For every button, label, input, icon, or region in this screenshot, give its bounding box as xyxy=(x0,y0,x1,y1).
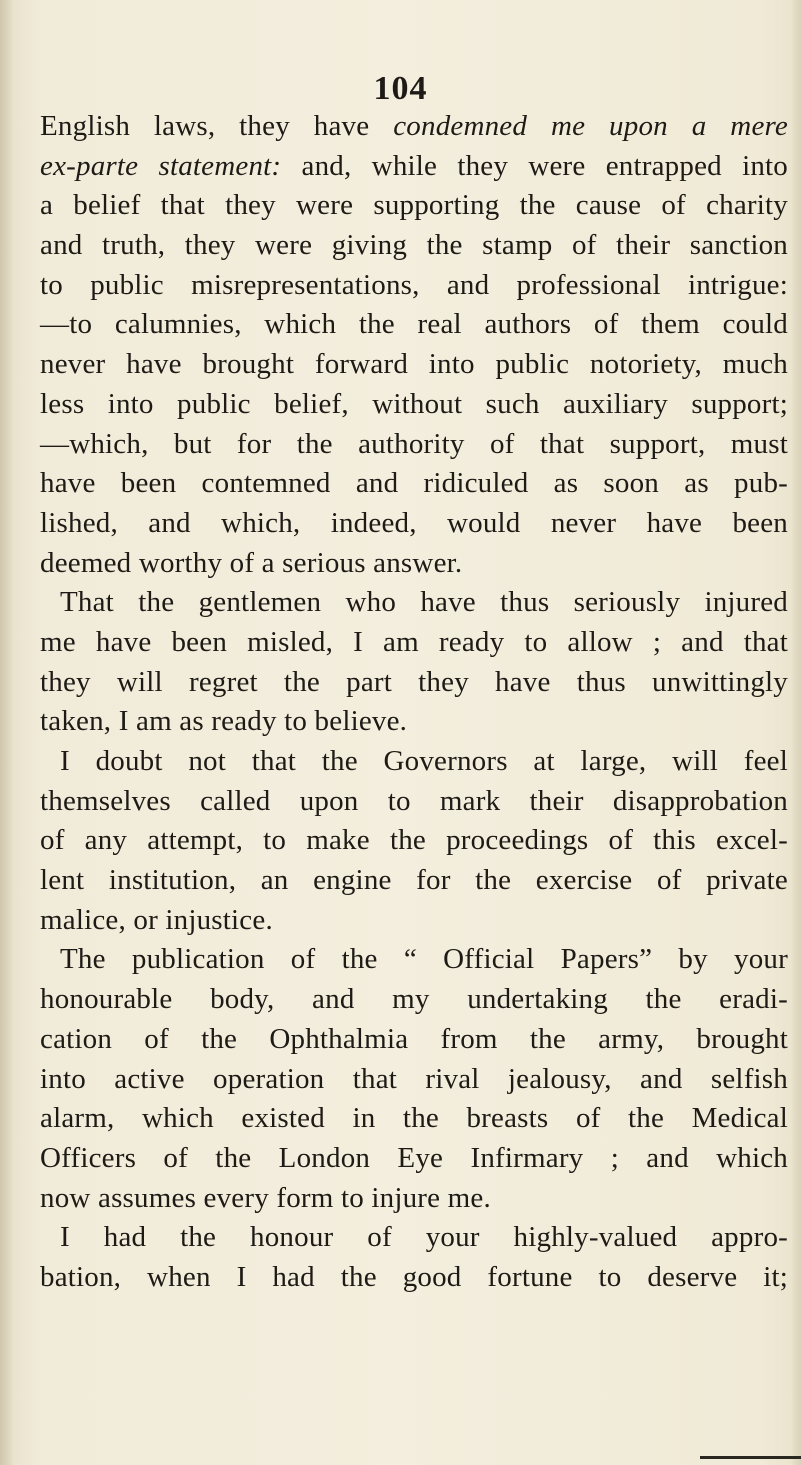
text-line xyxy=(40,702,788,742)
text-segment: I had the honour of your highly-valued appro- xyxy=(60,1221,788,1254)
text-segment: themselves called upon to mark their disapprobation xyxy=(40,784,788,817)
text-segment: malice, or injustice. xyxy=(40,903,273,936)
text-line xyxy=(40,583,788,623)
page-edge xyxy=(791,0,801,1465)
text-line xyxy=(40,1139,788,1179)
text-segment: now assumes every form to injure me. xyxy=(40,1181,491,1214)
text-line xyxy=(40,980,788,1020)
text-line xyxy=(40,901,788,941)
text-line xyxy=(40,226,788,266)
text-line xyxy=(40,266,788,306)
text-segment: into active operation that rival jealousy, and selfish xyxy=(40,1062,788,1095)
page-number: 104 xyxy=(373,70,428,107)
text-segment: less into public belief, without such auxiliary support; xyxy=(40,387,788,420)
italic-text: ex-parte statement: xyxy=(40,149,282,182)
italic-text: condemned me upon a mere xyxy=(393,110,788,142)
text-line xyxy=(40,782,788,822)
text-segment: That the gentlemen who have thus seriously injured xyxy=(60,586,788,619)
text-line xyxy=(40,1258,788,1298)
text-segment: have been contemned and ridiculed as soon as pub- xyxy=(40,467,788,500)
text-segment: —which, but for the authority of that support, must xyxy=(40,427,788,460)
text-segment: lished, and which, indeed, would never have been xyxy=(40,506,788,539)
text-segment: The publication of the “ Official Papers” by your xyxy=(60,943,788,976)
text-line xyxy=(40,345,788,385)
text-line xyxy=(40,742,788,782)
text-line xyxy=(40,1218,788,1258)
text-line xyxy=(40,464,788,504)
text-segment: taken, I am as ready to believe. xyxy=(40,705,408,738)
text-segment: and truth, they were giving the stamp of their sanction xyxy=(40,229,788,262)
text-segment: alarm, which existed in the breasts of the Medical xyxy=(40,1102,788,1135)
text-segment: English laws, they have xyxy=(40,110,394,142)
text-line xyxy=(40,1099,788,1139)
text-line xyxy=(40,147,788,187)
text-segment: deemed worthy of a serious answer. xyxy=(40,546,463,579)
text-line xyxy=(40,385,788,425)
text-line xyxy=(40,186,788,226)
text-segment: of any attempt, to make the proceedings of this excel- xyxy=(40,824,788,857)
text-segment: cation of the Ophthalmia from the army, brought xyxy=(40,1022,788,1055)
text-line xyxy=(40,544,788,584)
text-line xyxy=(40,425,788,465)
text-line xyxy=(40,821,788,861)
text-segment: I doubt not that the Governors at large, will feel xyxy=(60,745,788,777)
text-segment: me have been misled, I am ready to allow ; and that xyxy=(40,625,788,658)
gutter-shadow xyxy=(0,0,14,1465)
text-segment: to public misrepresentations, and professional intrigue: xyxy=(40,268,788,301)
body-text xyxy=(40,107,788,1298)
text-segment: —to calumnies, which the real authors of them could xyxy=(40,308,788,341)
text-line xyxy=(40,305,788,345)
bottom-rule xyxy=(700,1456,801,1459)
text-line xyxy=(40,861,788,901)
text-segment: lent institution, an engine for the exercise of private xyxy=(40,864,788,897)
text-line xyxy=(40,1179,788,1219)
text-segment: a belief that they were supporting the cause of charity xyxy=(40,189,788,222)
text-segment: bation, when I had the good fortune to deserve it; xyxy=(40,1260,788,1293)
text-line xyxy=(40,504,788,544)
text-line xyxy=(40,107,788,147)
text-segment: and, while they were entrapped into xyxy=(281,149,788,182)
text-segment: never have brought forward into public notoriety, much xyxy=(40,348,788,381)
text-line xyxy=(40,663,788,703)
text-line xyxy=(40,940,788,980)
text-line xyxy=(40,1060,788,1100)
text-segment: Officers of the London Eye Infirmary ; and which xyxy=(40,1141,788,1174)
text-line xyxy=(40,623,788,663)
text-segment: they will regret the part they have thus unwittingly xyxy=(40,665,788,698)
text-line xyxy=(40,1020,788,1060)
text-segment: honourable body, and my undertaking the eradi- xyxy=(40,983,788,1016)
